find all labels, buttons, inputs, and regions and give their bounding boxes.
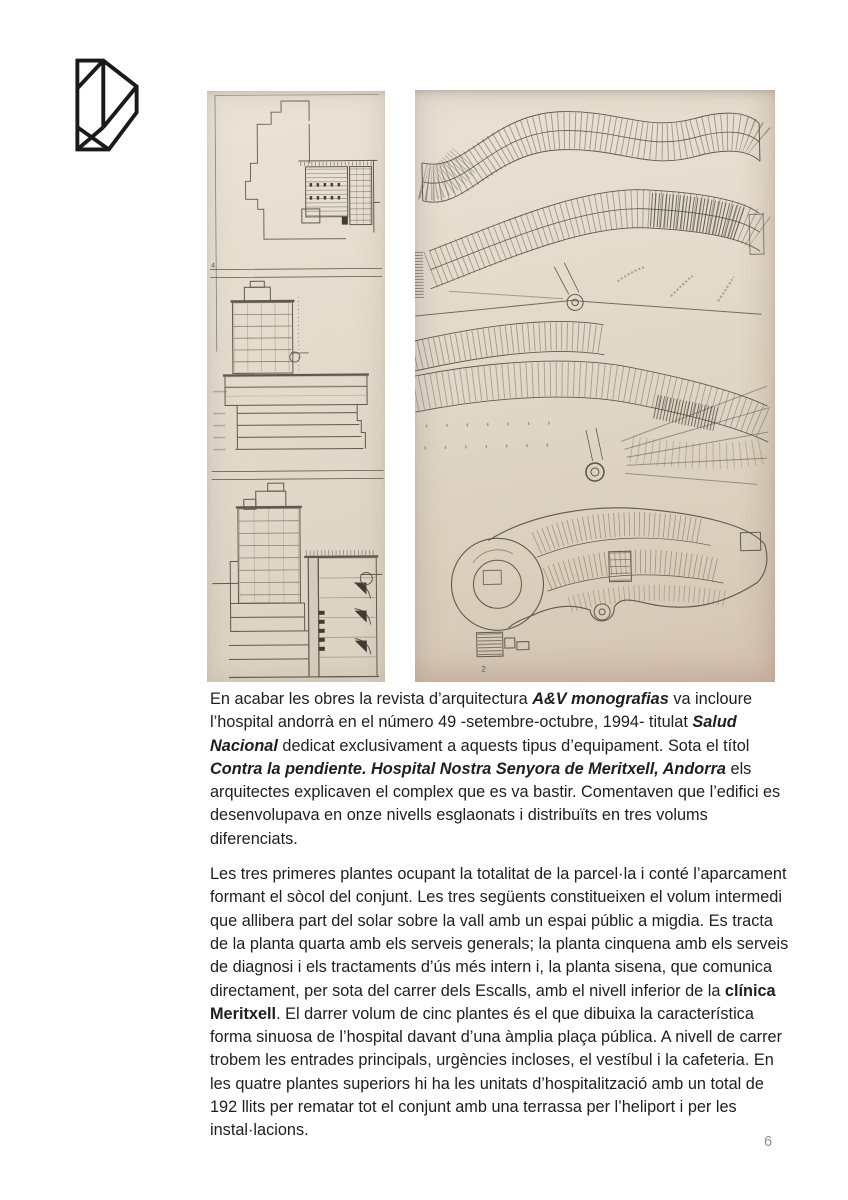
- body-text: [210, 688, 791, 1155]
- building-sections-drawing: [207, 91, 385, 682]
- plate-label-right: 2: [481, 664, 486, 674]
- figure-building-sections: [207, 91, 385, 682]
- publisher-logo: [66, 55, 148, 155]
- floor-plans-drawing: [415, 90, 775, 682]
- page-number: 6: [764, 1134, 773, 1150]
- plate-label-left: 4: [211, 262, 216, 270]
- paragraph-revista: En acabar les obres la revista d’arquitectura A&V monografias va incloure l’hospital andorrà en el número 49 -setembre-octubre, 1994- titulat Salud Nacional dedicat exclusivament a aquests tipus d’equipament. Sota el títol Contra la pendiente. Hospital Nostra Senyora de Meritxell, Andorra els arquitectes explicaven el complex que es va bastir. Comentaven que l’edifici es desenvolupava en onze nivells esglaonats i distribuïts en tres volums diferenciats.: [210, 690, 781, 848]
- geometric-d-logo-icon: [66, 55, 148, 155]
- figure-floor-plans: [415, 90, 775, 682]
- paragraph-volums: Les tres primeres plantes ocupant la totalitat de la parcel·la i conté l’aparcament formant el sòcol del conjunt. Les tres següents constitueixen el volum intermedi que allibera part del solar sobre la vall amb un espai públic a migdia. Es tracta de la planta quarta amb els serveis generals; la planta cinquena amb els serveis de diagnosi i els tractaments d’ús més intern i, la planta sisena, que comunica directament, per sota del carrer dels Escalls, amb el nivell inferior de la clínica Meritxell. El darrer volum de cinc plantes és el que dibuixa la característica forma sinuosa de l’hospital davant d’una àmplia plaça pública. A nivell de carrer trobem les entrades principals, urgències incloses, el vestíbul i la cafeteria. En les quatre plantes superiors hi ha les unitats d’hospitalització amb un total de 192 llits per rematar tot el conjunt amb una terrassa per l’heliport i per les instal·lacions.: [210, 865, 789, 1140]
